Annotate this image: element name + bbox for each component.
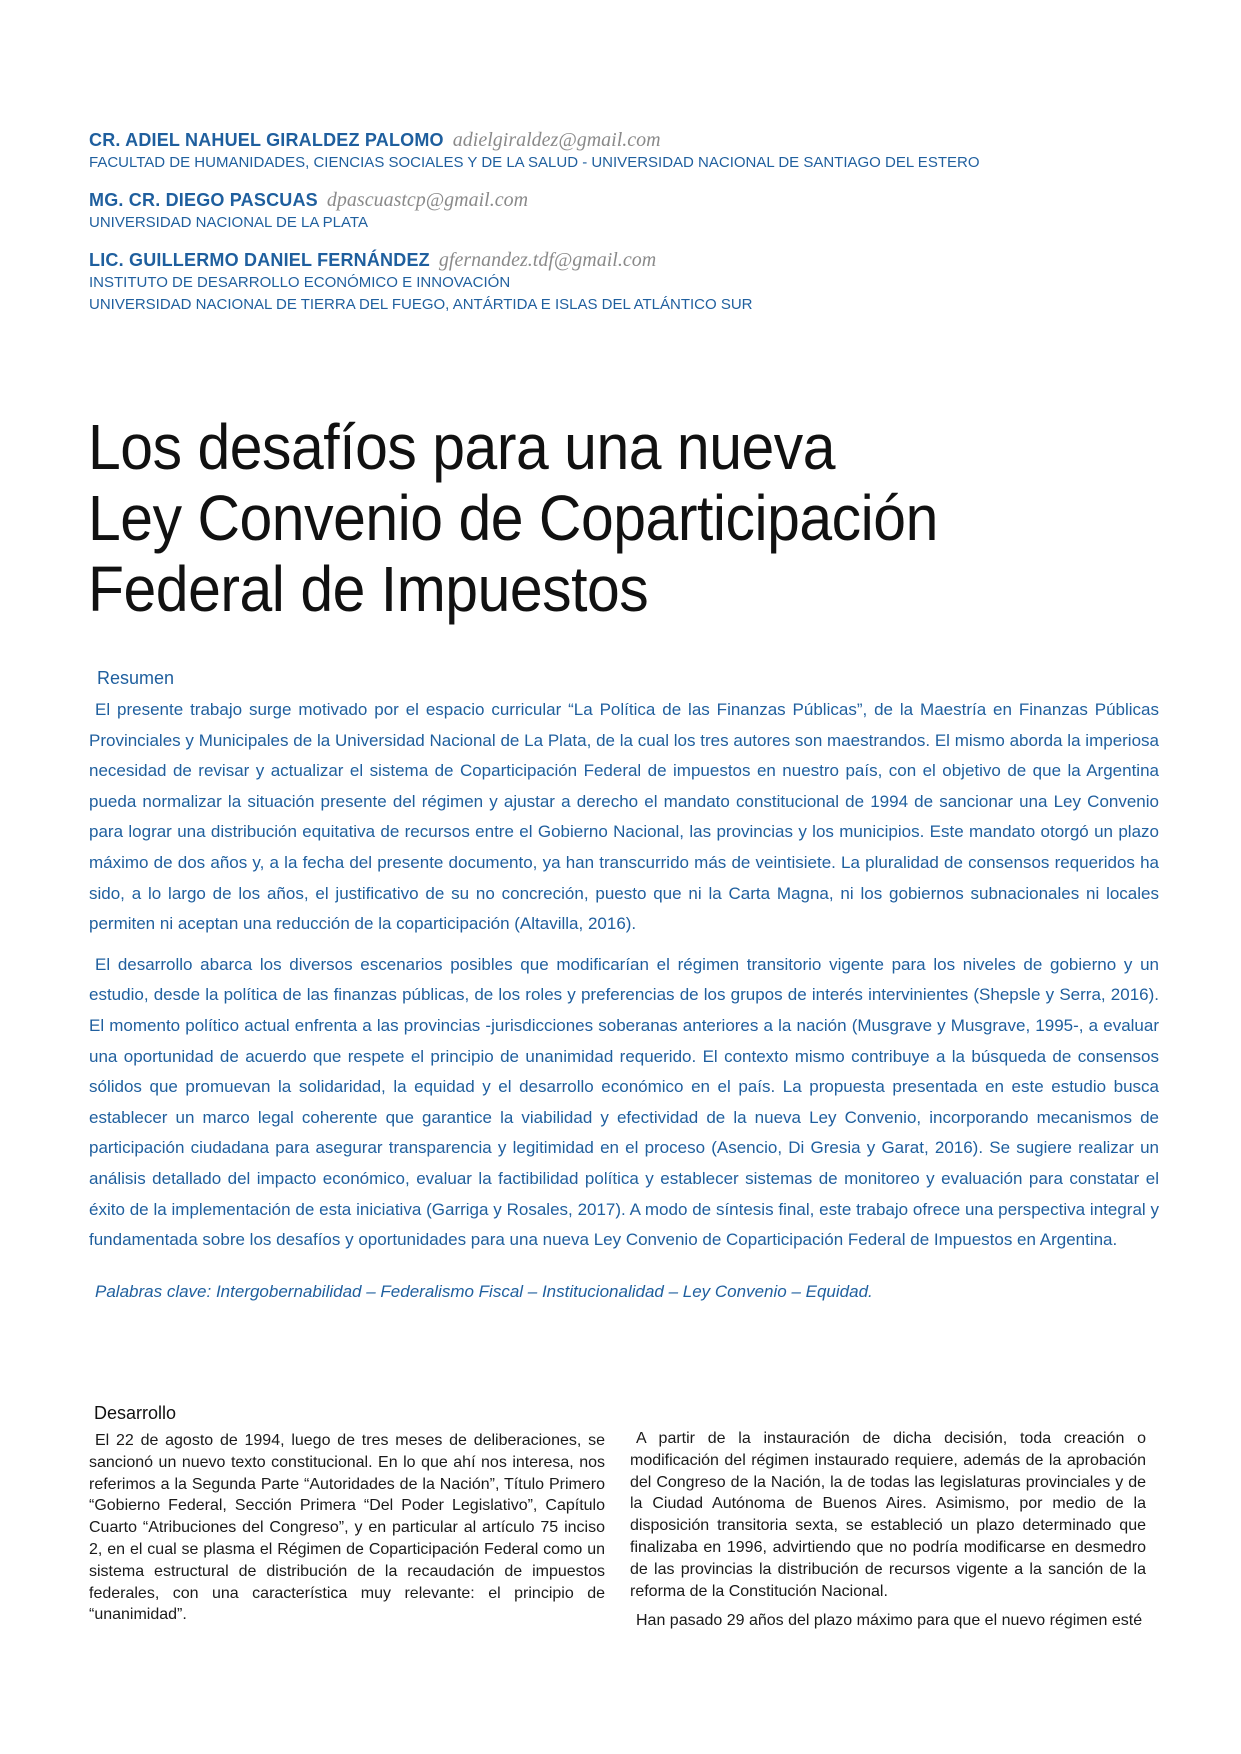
body-paragraph: A partir de la instauración de dicha decisión, toda creación o modificación del régimen instaurado requiere, además de la aprobación del Congreso de la Nación, la de todas las legislaturas provinciales y de la Ciudad Autónoma de Buenos Aires. Asimismo, por medio de la disposición transitoria sexta, se estableció un plazo determinado que finalizaba en 1996, advirtiendo que no podría modificarse en desmedro de las provincias la distribución de recursos vigente a la sanción de la reforma de la Constitución Nacional. (630, 1430, 1146, 1600)
author-2 (89, 188, 1189, 234)
author-affiliation: UNIVERSIDAD NACIONAL DE TIERRA DEL FUEGO, ANTÁRTIDA E ISLAS DEL ATLÁNTICO SUR (89, 296, 753, 313)
author-email[interactable]: gfernandez.tdf@gmail.com (438, 249, 657, 271)
abstract-heading: Resumen (97, 668, 175, 688)
author-email[interactable]: dpascuastcp@gmail.com (326, 189, 529, 211)
author-name: MG. CR. DIEGO PASCUAS (89, 190, 318, 210)
keywords: Palabras clave: Intergobernabilidad – Federalismo Fiscal – Institucionalidad – Ley Convenio – Equidad. (95, 1281, 873, 1301)
author-name: LIC. GUILLERMO DANIEL FERNÁNDEZ (89, 250, 430, 270)
author-affiliation: UNIVERSIDAD NACIONAL DE LA PLATA (89, 214, 368, 231)
author-email[interactable]: adielgiraldez@gmail.com (452, 129, 661, 151)
title-line: Ley Convenio de Coparticipación (88, 482, 938, 554)
abstract-section (89, 668, 1159, 1302)
author-affiliation: FACULTAD DE HUMANIDADES, CIENCIAS SOCIALES Y DE LA SALUD - UNIVERSIDAD NACIONAL DE SANTIAGO DEL ESTERO (89, 154, 980, 171)
section-heading: Desarrollo (94, 1403, 177, 1423)
body-paragraph: El 22 de agosto de 1994, luego de tres meses de deliberaciones, se sancionó un nuevo texto constitucional. En lo que ahí nos interesa, nos referimos a la Segunda Parte “Autoridades de la Nación”, Título Primero “Gobierno Federal, Sección Primera “Del Poder Legislativo”, Capítulo Cuarto “Atribuciones del Congreso”, y en particular al artículo 75 inciso 2, en el cual se plasma el Régimen de Coparticipación Federal como un sistema estructural de distribución de la recaudación de impuestos federales, con una característica muy relevante: el principio de “unanimidad”. (89, 1432, 605, 1624)
author-3 (89, 248, 1189, 316)
abstract-paragraph: El desarrollo abarca los diversos escenarios posibles que modificarían el régimen transitorio vigente para los niveles de gobierno y un estudio, desde la política de las finanzas públicas, de los roles y preferencias de los grupos de interés intervinientes (Shepsle y Serra, 2016). El momento político actual enfrenta a las provincias -jurisdicciones soberanas anteriores a la nación (Musgrave y Musgrave, 1995-, a evaluar una oportunidad de acuerdo que respete el principio de unanimidad requerido. El contexto mismo contribuye a la búsqueda de consensos sólidos que promuevan la solidaridad, la equidad y el desarrollo económico en el país. La propuesta presentada en este estudio busca establecer un marco legal coherente que garantice la viabilidad y efectividad de la nueva Ley Convenio, incorporando mecanismos de participación ciudadana para asegurar transparencia y legitimidad en el proceso (Asencio, Di Gresia y Garat, 2016). Se sugiere realizar un análisis detallado del impacto económico, evaluar la factibilidad política y establecer sistemas de monitoreo y evaluación para constatar el éxito de la implementación de esta iniciativa (Garriga y Rosales, 2017). A modo de síntesis final, este trabajo ofrece una perspectiva integral y fundamentada sobre los desafíos y oportunidades para una nueva Ley Convenio de Coparticipación Federal de Impuestos en Argentina. (89, 954, 1159, 1250)
author-1 (89, 128, 1189, 174)
author-name: CR. ADIEL NAHUEL GIRALDEZ PALOMO (89, 130, 444, 150)
author-affiliation: INSTITUTO DE DESARROLLO ECONÓMICO E INNOVACIÓN (89, 274, 511, 291)
author-list (89, 128, 1189, 330)
paper-title (88, 412, 1082, 625)
body-paragraph: Han pasado 29 años del plazo máximo para que el nuevo régimen esté (636, 1612, 1143, 1630)
title-line: Los desafíos para una nueva (88, 411, 836, 483)
abstract-paragraph: El presente trabajo surge motivado por el espacio curricular “La Política de las Finanzas Públicas”, de la Maestría en Finanzas Públicas Provinciales y Municipales de la Universidad Nacional de La Plata, de la cual los tres autores son maestrandos. El mismo aborda la imperiosa necesidad de revisar y actualizar el sistema de Coparticipación Federal de impuestos en nuestro país, con el objetivo de que la Argentina pueda normalizar la situación presente del régimen y ajustar a derecho el mandato constitucional de 1994 de sancionar una Ley Convenio para lograr una distribución equitativa de recursos entre el Gobierno Nacional, las provincias y los municipios. Este mandato otorgó un plazo máximo de dos años y, a la fecha del presente documento, ya han transcurrido más de veintisiete. La pluralidad de consensos requeridos ha sido, a lo largo de los años, el justificativo de su no concreción, puesto que ni la Carta Magna, ni los gobiernos subnacionales ni locales permiten ni aceptan una reducción de la coparticipación (Altavilla, 2016). (89, 700, 1159, 934)
body-column-right (630, 1428, 1146, 1640)
body-column-left (89, 1430, 605, 1634)
title-line: Federal de Impuestos (88, 553, 649, 625)
